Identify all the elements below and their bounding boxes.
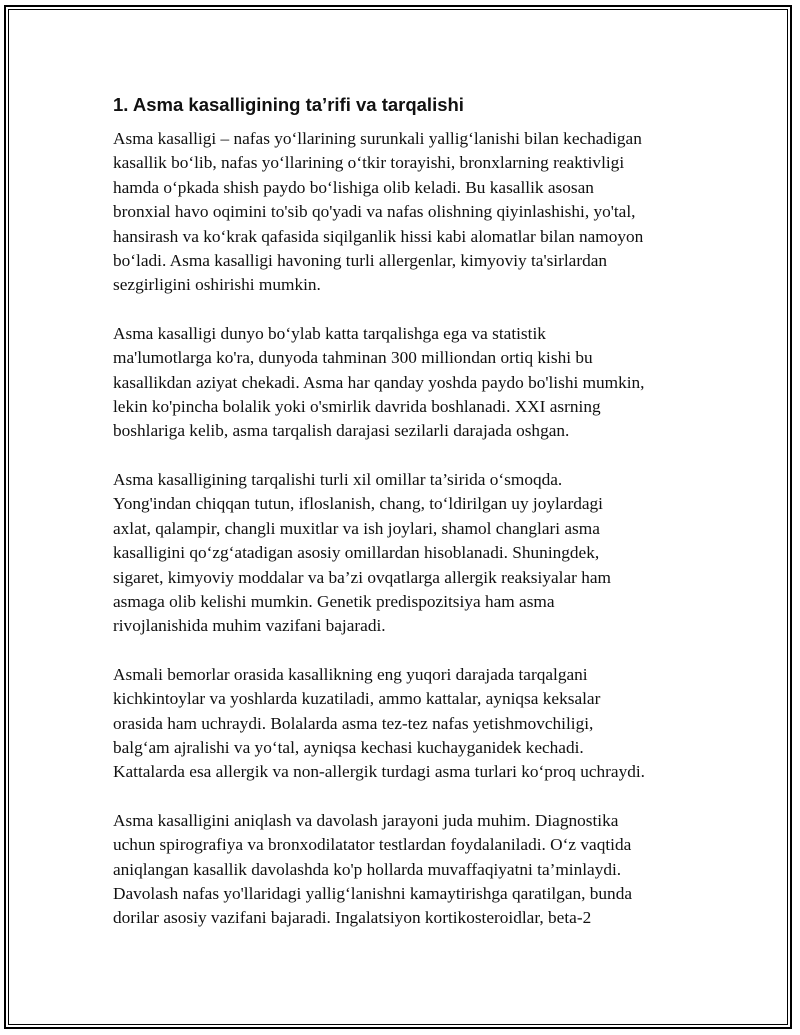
text-line: bronxial havo oqimini to'sib qo'yadi va nafas olishning qiyinlashishi, yo'tal, (113, 202, 636, 222)
text-line: Asma kasalligi – nafas yo‘llarining surunkali yallig‘lanishi bilan kechadigan (113, 129, 642, 148)
text-line: axlat, qalampir, changli muxitlar va ish joylari, shamol changlari asma (113, 518, 600, 538)
text-line: orasida ham uchraydi. Bolalarda asma tez-tez nafas yetishmovchiligi, (113, 713, 594, 733)
text-line: uchun spirografiya va bronxodilatator testlardan foydalaniladi. O‘z vaqtida (113, 835, 632, 855)
text-line: lekin ko'pincha bolalik yoki o'smirlik davrida boshlanadi. XXI asrning (113, 397, 601, 417)
text-line: kichkintoylar va yoshlarda kuzatiladi, ammo kattalar, ayniqsa keksalar (113, 689, 601, 709)
paragraph-patients (113, 663, 703, 785)
text-line: Yong'indan chiqqan tutun, ifloslanish, chang, to‘ldirilgan uy joylardagi (113, 494, 603, 514)
text-line: asmaga olib kelishi mumkin. Genetik predispozitsiya ham asma (113, 591, 555, 611)
document-body (113, 92, 703, 955)
text-line: Asma kasalligini aniqlash va davolash jarayoni juda muhim. Diagnostika (113, 810, 619, 830)
text-line: balg‘am ajralishi va yo‘tal, ayniqsa kechasi kuchayganidek kechadi. (113, 737, 584, 757)
text-line: Asmali bemorlar orasida kasallikning eng yuqori darajada tarqalgani (113, 664, 588, 684)
text-line: ma'lumotlarga ko'ra, dunyoda tahminan 300 milliondan ortiq kishi bu (113, 348, 593, 368)
text-line: hamda o‘pkada shish paydo bo‘lishiga olib keladi. Bu kasallik asosan (113, 177, 594, 197)
paragraph-definition (113, 127, 703, 298)
text-line: Asma kasalligi dunyo bo‘ylab katta tarqalishga ega va statistik (113, 323, 546, 343)
text-line: boshlariga kelib, asma tarqalish darajasi sezilarli darajada oshgan. (113, 421, 570, 441)
text-line: rivojlanishida muhim vazifani bajaradi. (113, 616, 386, 636)
text-line: aniqlangan kasallik davolashda ko'p hollarda muvaffaqiyatni ta’minlaydi. (113, 859, 622, 879)
paragraph-prevalence (113, 322, 703, 444)
section-heading: 1. Asma kasalligining ta’rifi va tarqalishi (113, 94, 464, 115)
text-line: Davolash nafas yo'llaridagi yallig‘lanishni kamaytirishga qaratilgan, bunda (113, 883, 633, 903)
text-line: kasallik bo‘lib, nafas yo‘llarining o‘tkir torayishi, bronxlarning reaktivligi (113, 153, 625, 173)
text-line: Asma kasalligining tarqalishi turli xil omillar ta’sirida o‘smoqda. (113, 469, 563, 489)
text-line: hansirash va ko‘krak qafasida siqilganlik hissi kabi alomatlar bilan namoyon (113, 226, 644, 246)
text-line: dorilar asosiy vazifani bajaradi. Ingalatsiyon kortikosteroidlar, beta-2 (113, 908, 592, 928)
paragraph-diagnosis (113, 809, 703, 931)
text-line: sezgirligini oshirishi mumkin. (113, 275, 321, 295)
text-line: Kattalarda esa allergik va non-allergik turdagi asma turlari ko‘proq uchraydi. (113, 762, 646, 782)
text-line: kasallikdan aziyat chekadi. Asma har qanday yoshda paydo bo'lishi mumkin, (113, 372, 645, 392)
text-line: sigaret, kimyoviy moddalar va ba’zi ovqatlarga allergik reaksiyalar ham (113, 567, 611, 587)
paragraph-factors (113, 468, 703, 639)
text-line: kasalligini qo‘zg‘atadigan asosiy omillardan hisoblanadi. Shuningdek, (113, 543, 600, 563)
text-line: bo‘ladi. Asma kasalligi havoning turli allergenlar, kimyoviy ta'sirlardan (113, 251, 608, 271)
